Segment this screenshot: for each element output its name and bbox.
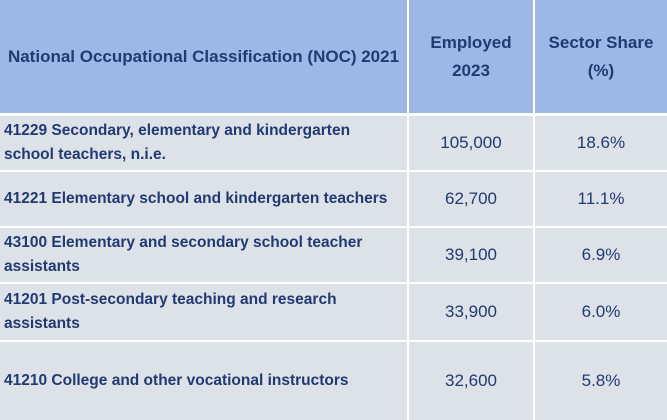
table-header — [0, 0, 667, 115]
header-noc: National Occupational Classification (NOC) 2021 — [0, 0, 408, 115]
share-cell: 6.0% — [534, 283, 667, 341]
table-row — [0, 341, 667, 420]
table-row — [0, 227, 667, 283]
share-cell: 11.1% — [534, 171, 667, 227]
employed-cell: 62,700 — [408, 171, 534, 227]
employed-cell: 105,000 — [408, 115, 534, 172]
header-share: Sector Share (%) — [534, 0, 667, 115]
employed-cell: 39,100 — [408, 227, 534, 283]
header-employed: Employed 2023 — [408, 0, 534, 115]
header-row — [0, 0, 667, 115]
share-cell: 6.9% — [534, 227, 667, 283]
table-row — [0, 283, 667, 341]
employed-cell: 33,900 — [408, 283, 534, 341]
table-row — [0, 171, 667, 227]
noc-cell: 41210 College and other vocational instructors — [0, 341, 408, 420]
share-cell: 18.6% — [534, 115, 667, 172]
table-row — [0, 115, 667, 172]
noc-cell: 41229 Secondary, elementary and kindergarten school teachers, n.i.e. — [0, 115, 408, 172]
share-cell: 5.8% — [534, 341, 667, 420]
noc-cell: 41221 Elementary school and kindergarten teachers — [0, 171, 408, 227]
table-body — [0, 115, 667, 420]
employed-cell: 32,600 — [408, 341, 534, 420]
noc-cell: 43100 Elementary and secondary school teacher assistants — [0, 227, 408, 283]
noc-cell: 41201 Post-secondary teaching and research assistants — [0, 283, 408, 341]
